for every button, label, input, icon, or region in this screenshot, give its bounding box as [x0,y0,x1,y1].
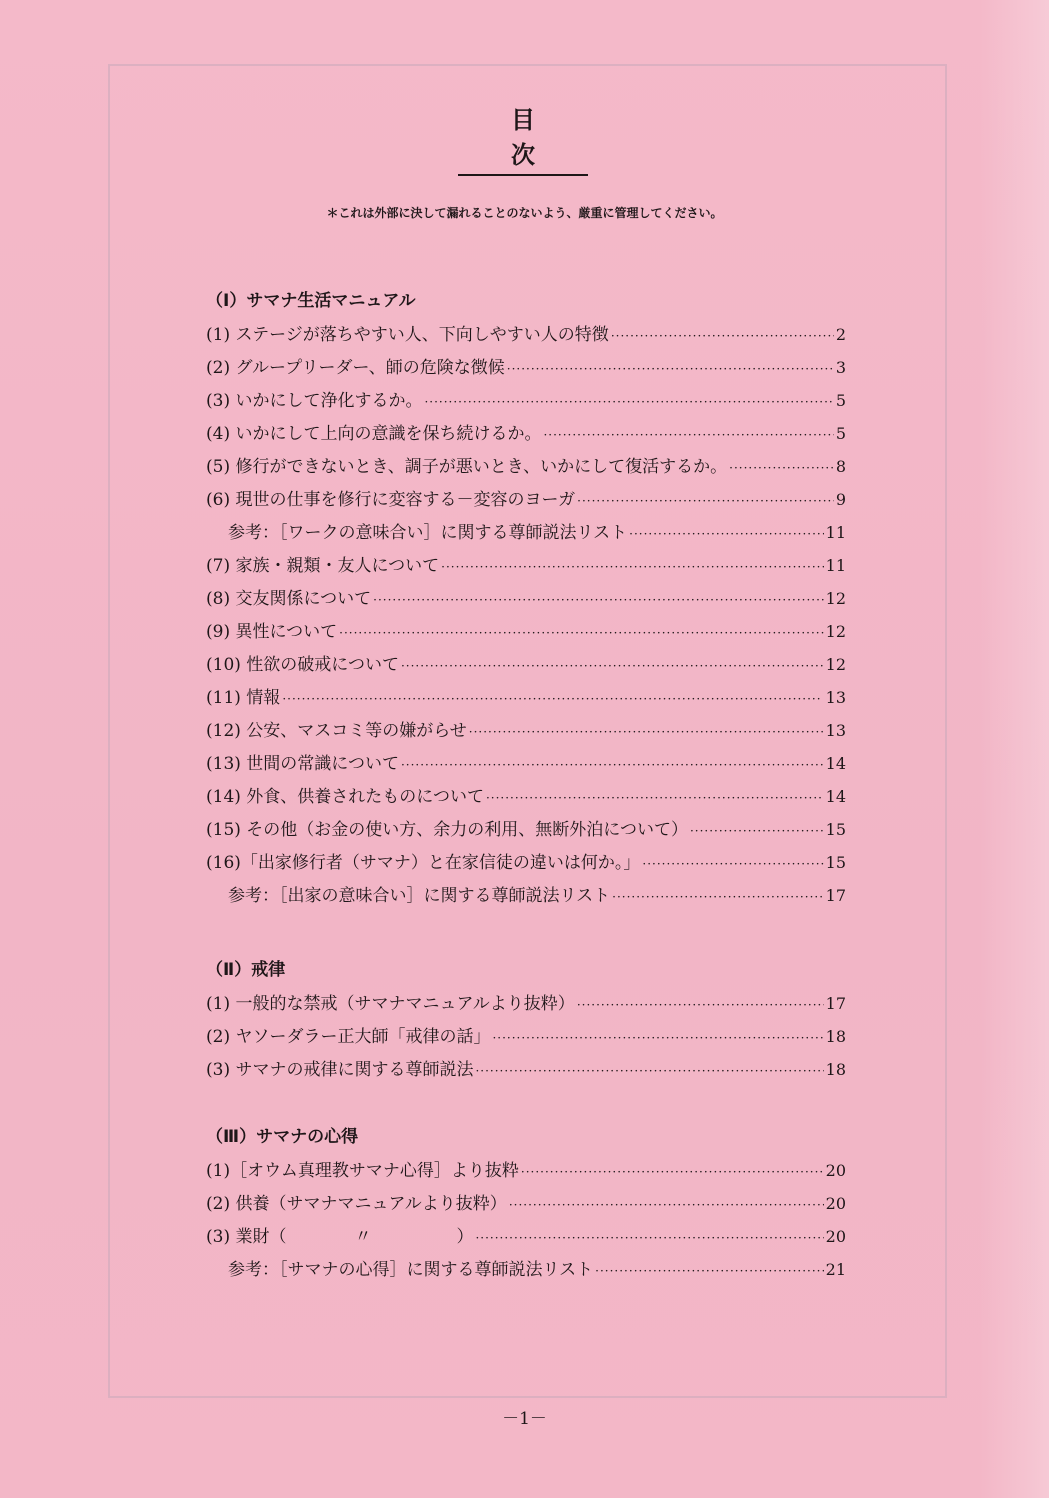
toc-entry-page: 2 [835,325,846,344]
toc-entry [206,648,846,681]
section-1 [206,285,846,912]
toc-entry-label: 参考：［ワークの意味合い］に関する尊師説法リスト [228,523,628,543]
dot-leader [401,650,824,683]
dot-leader [401,749,824,782]
toc-entry-label: 参考：［サマナの心得］に関する尊師説法リスト [228,1260,594,1280]
paper-edge-shading [979,0,1049,1498]
toc-entry [206,1020,846,1053]
toc-entry-label: (2) 供養（サマナマニュアルより抜粋） [206,1194,507,1214]
dot-leader [441,551,823,584]
toc-entry-page: 18 [825,1027,846,1046]
toc-entry [206,747,846,780]
toc-entry-page: 14 [825,754,846,773]
toc-entry-page: 12 [825,622,846,641]
toc-entry-page: 9 [835,490,846,509]
toc-entry-page: 11 [825,556,846,575]
dot-leader [339,617,823,650]
toc-entry-page: 5 [835,424,846,443]
toc-entry [206,483,846,516]
dot-leader [509,1189,824,1222]
toc-entry-label: (16)「出家修行者（サマナ）と在家信徒の違いは何か。」 [206,853,641,873]
section-items [206,318,846,912]
toc-entry-page: 13 [825,688,846,707]
toc-entry [206,1220,846,1253]
toc-entry-label: (4) いかにして上向の意識を保ち続けるか。 [206,424,542,444]
toc-entry-label: (11) 情報 [206,688,281,708]
toc-entry-page: 18 [825,1060,846,1079]
dot-leader [492,1022,823,1055]
toc-entry [206,1187,846,1220]
toc-entry-label: (1) 一般的な禁戒（サマナマニュアルより抜粋） [206,994,575,1014]
toc-entry [206,549,846,582]
toc-entry-label: (3) 業財（ 〃 ） [206,1227,474,1247]
toc-entry [206,450,846,483]
dot-leader [577,989,824,1022]
toc-entry [206,987,846,1020]
section-title: （Ⅲ）サマナの心得 [206,1127,359,1147]
toc-entry-label: (10) 性欲の破戒について [206,655,399,675]
dot-leader [475,1055,823,1088]
toc-entry-page: 20 [825,1161,846,1180]
toc-entry-page: 20 [825,1194,846,1213]
toc-entry [206,714,846,747]
toc-entry-page: 11 [825,523,846,542]
dot-leader [475,1222,823,1255]
dot-leader [577,485,834,518]
toc-entry [206,879,846,912]
toc-entry-page: 13 [825,721,846,740]
toc-entry-label: (15) その他（お金の使い方、余力の利用、無断外泊について） [206,820,688,840]
section-title: （Ⅰ）サマナ生活マニュアル [206,291,416,311]
toc-entry-label: (2) ヤソーダラー正大師「戒律の話」 [206,1027,491,1047]
toc-entry-label: (3) サマナの戒律に関する尊師説法 [206,1060,474,1080]
dot-leader [521,1156,824,1189]
dot-leader [690,815,824,848]
confidentiality-notice: ＊これは外部に決して漏れることのないよう、厳重に管理してください。 [326,206,723,220]
toc-entry [206,615,846,648]
toc-entry-page: 17 [825,994,846,1013]
toc-entry [206,681,846,714]
dot-leader [642,848,823,881]
toc-entry-page: 3 [835,358,846,377]
toc-entry-label: (2) グループリーダー、師の危険な徴候 [206,358,505,378]
dot-leader [507,353,834,386]
toc-entry-page: 12 [825,589,846,608]
toc-entry-label: (3) いかにして浄化するか。 [206,391,423,411]
dot-leader [486,782,824,815]
toc-entry-page: 15 [825,853,846,872]
page-title: 目 次 [458,100,588,176]
toc-entry-label: (13) 世間の常識について [206,754,399,774]
toc-entry-label: 参考：［出家の意味合い］に関する尊師説法リスト [228,886,611,906]
toc-entry-page: 20 [825,1227,846,1246]
toc-entry-page: 8 [835,457,846,476]
toc-entry [206,1154,846,1187]
section-title: （Ⅱ）戒律 [206,960,286,980]
dot-leader [373,584,823,617]
toc-entry-label: (5) 修行ができないとき、調子が悪いとき、いかにして復活するか。 [206,457,728,477]
toc-entry-label: (12) 公安、マスコミ等の嫌がらせ [206,721,467,741]
toc-entry-label: (9) 異性について [206,622,338,642]
toc-entry-label: (1) ステージが落ちやすい人、下向しやすい人の特徴 [206,325,609,345]
toc-entry-page: 17 [825,886,846,905]
dot-leader [424,386,833,419]
toc-entry [206,582,846,615]
section-2 [206,954,846,1086]
toc-entry-label: (8) 交友関係について [206,589,372,609]
toc-entry-page: 21 [825,1260,846,1279]
toc-entry [206,846,846,879]
toc-entry-page: 14 [825,787,846,806]
dot-leader [612,881,823,914]
toc-entry [206,318,846,351]
toc-entry-label: (1)［オウム真理教サマナ心得］より抜粋 [206,1161,519,1181]
toc-entry [206,417,846,450]
toc-entry [206,1253,846,1286]
toc-entry [206,351,846,384]
section-items [206,987,846,1086]
page-number: －1－ [502,1409,547,1429]
toc-entry-label: (6) 現世の仕事を修行に変容する－変容のヨーガ [206,490,576,510]
dot-leader [595,1255,823,1288]
dot-leader [729,452,834,485]
toc-entry [206,384,846,417]
toc-entry [206,813,846,846]
dot-leader [629,518,823,551]
toc-entry-label: (7) 家族・親類・友人について [206,556,440,576]
toc-entry-page: 5 [835,391,846,410]
toc-entry-label: (14) 外食、供養されたものについて [206,787,484,807]
dot-leader [611,320,834,353]
toc-entry-page: 15 [825,820,846,839]
toc-entry-page: 12 [825,655,846,674]
toc-entry [206,1053,846,1086]
toc-entry [206,780,846,813]
toc-entry [206,516,846,549]
section-3 [206,1121,846,1286]
section-items [206,1154,846,1286]
dot-leader [543,419,833,452]
dot-leader [282,683,823,716]
dot-leader [469,716,824,749]
